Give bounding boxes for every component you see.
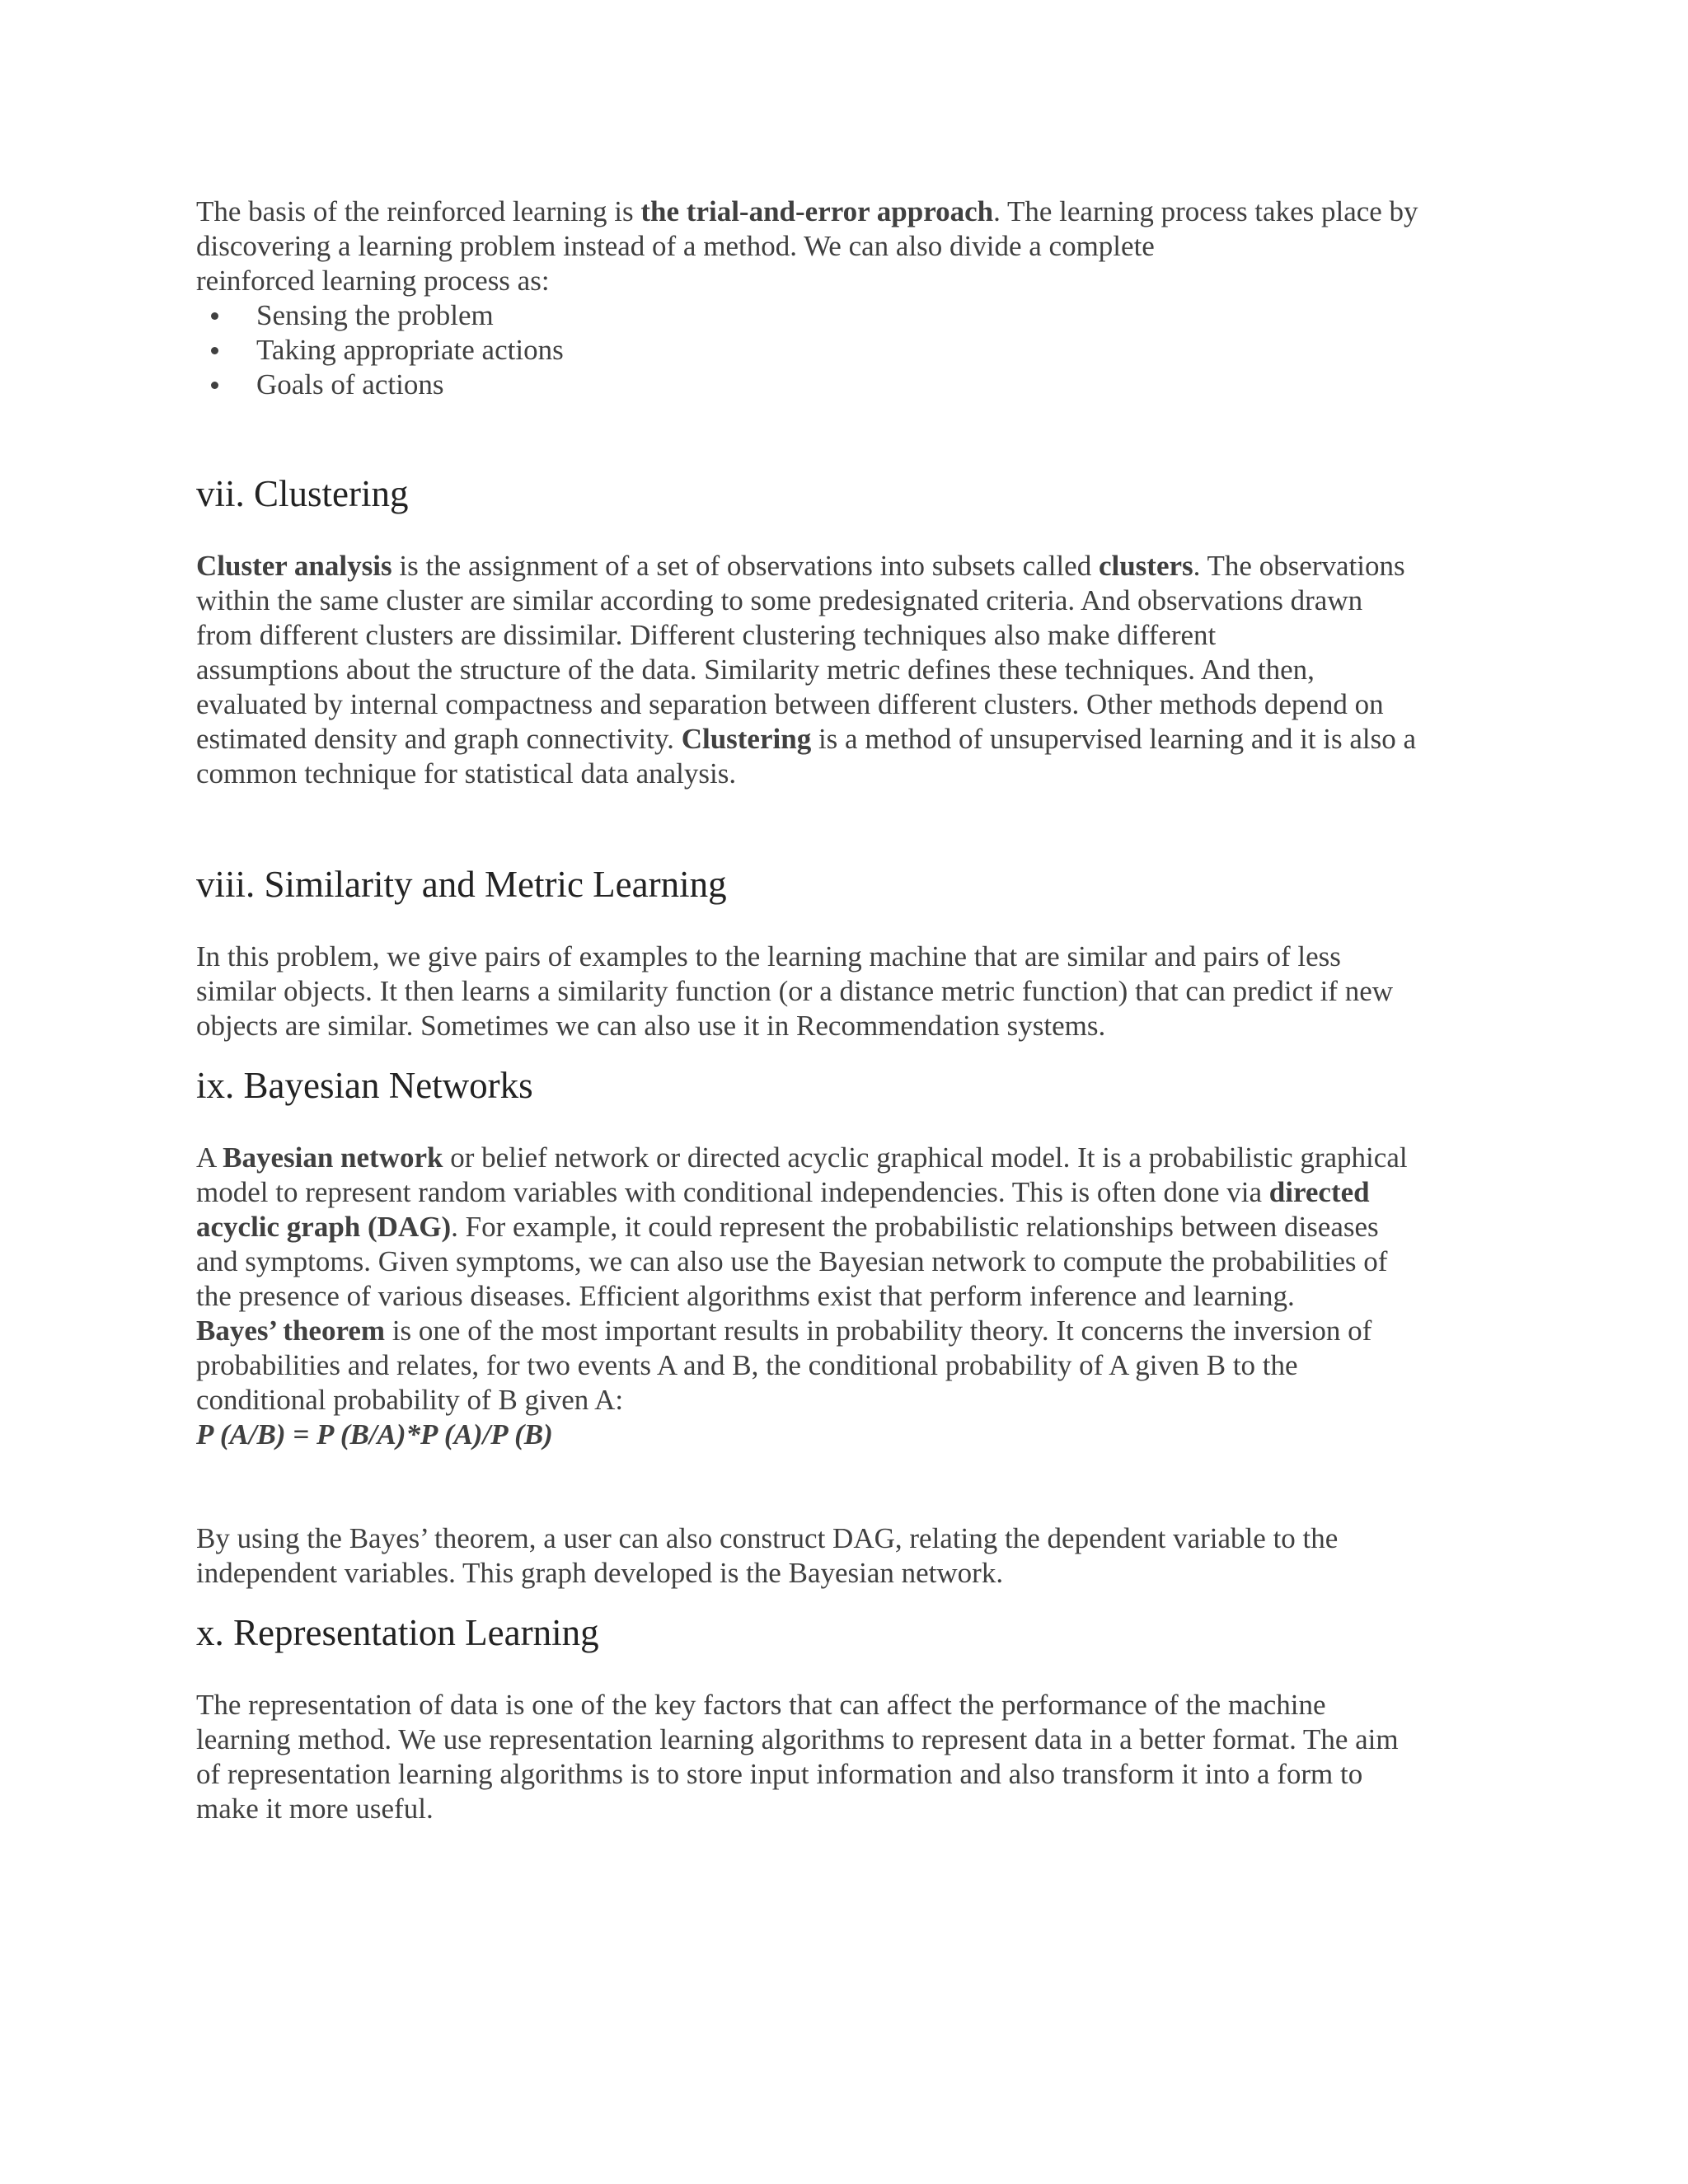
intro-text-2: . The learning process takes place by discovering a learning problem instead of a method. We can also divide a complete reinforced learning process as:	[196, 195, 1418, 297]
bayes-formula: P (A/B) = P (B/A)*P (A)/P (B)	[196, 1418, 553, 1451]
bold-clusters: clusters	[1098, 550, 1193, 582]
bayesian-text-0: A	[196, 1141, 223, 1174]
heading-clustering: vii. Clustering	[196, 473, 409, 514]
bayesian-paragraph-2: By using the Bayes’ theorem, a user can also construct DAG, relating the dependent variable to the independent variables. This graph developed is the Bayesian network.	[196, 1522, 1339, 1589]
clustering-paragraph	[196, 549, 1498, 791]
list-item-text: Sensing the problem	[256, 299, 494, 331]
list-item-text: Taking appropriate actions	[256, 334, 564, 366]
bold-bayesian-network: Bayesian network	[223, 1141, 443, 1174]
clustering-text-3: is a method of unsupervised learning and it is also a common technique for statistical data analysis.	[196, 723, 1417, 790]
bayesian-paragraph	[196, 1141, 1498, 1418]
bullet-icon	[211, 347, 218, 354]
bullet-icon	[211, 312, 218, 320]
bayesian-text-2: . For example, it could represent the probabilistic relationships between diseases and symptoms. Given symptoms, we can also use the Bayesian network to compute the probabilities of the presence of various diseases. Efficient algorithms exist that perform inference and learning.	[196, 1211, 1388, 1312]
heading-similarity: viii. Similarity and Metric Learning	[196, 864, 727, 905]
intro-bold-approach: the trial-and-error approach	[640, 195, 994, 227]
document-page	[196, 194, 1498, 1826]
list-item	[196, 368, 1498, 402]
heading-representation: x. Representation Learning	[196, 1612, 599, 1653]
heading-bayesian: ix. Bayesian Networks	[196, 1065, 533, 1106]
bold-clustering: Clustering	[681, 723, 812, 755]
bayesian-text-3: is one of the most important results in probability theory. It concerns the inversion of probabilities and relates, for two events A and B, the conditional probability of A given B to the conditional probability of B given A:	[196, 1315, 1372, 1416]
bold-cluster-analysis: Cluster analysis	[196, 550, 392, 582]
bayesian-text-1: or belief network or directed acyclic graphical model. It is a probabilistic graphical model to represent random variables with conditional independencies. This is often done via	[196, 1141, 1408, 1208]
reinforced-process-list	[196, 298, 1498, 402]
list-item	[196, 333, 1498, 368]
bold-dag: directed acyclic graph (DAG)	[196, 1176, 1370, 1243]
list-item-text: Goals of actions	[256, 368, 444, 401]
clustering-text-2: . The observations within the same cluster are similar according to some predesignated criteria. And observations drawn from different clusters are dissimilar. Different clustering techniques also make different assumptions about the structure of the data. Similarity metric defines these techniques. And then, evaluated by internal compactness and separation between different clusters. Other methods depend on estimated density and graph connectivity.	[196, 550, 1405, 755]
bullet-icon	[211, 382, 218, 389]
similarity-paragraph: In this problem, we give pairs of examples to the learning machine that are similar and pairs of less similar objects. It then learns a similarity function (or a distance metric function) that can predict if new objects are similar. Sometimes we can also use it in Recommendation systems.	[196, 940, 1394, 1042]
intro-text-1: The basis of the reinforced learning is	[196, 195, 641, 227]
bold-bayes-theorem: Bayes’ theorem	[196, 1315, 386, 1347]
intro-paragraph	[196, 194, 1498, 298]
list-item	[196, 298, 1498, 333]
representation-paragraph: The representation of data is one of the key factors that can affect the performance of the machine learning method. We use representation learning algorithms to represent data in a better format. The aim of representation learning algorithms is to store input information and also transform it into a form to make it more useful.	[196, 1689, 1399, 1825]
clustering-text-1: is the assignment of a set of observations into subsets called	[392, 550, 1099, 582]
